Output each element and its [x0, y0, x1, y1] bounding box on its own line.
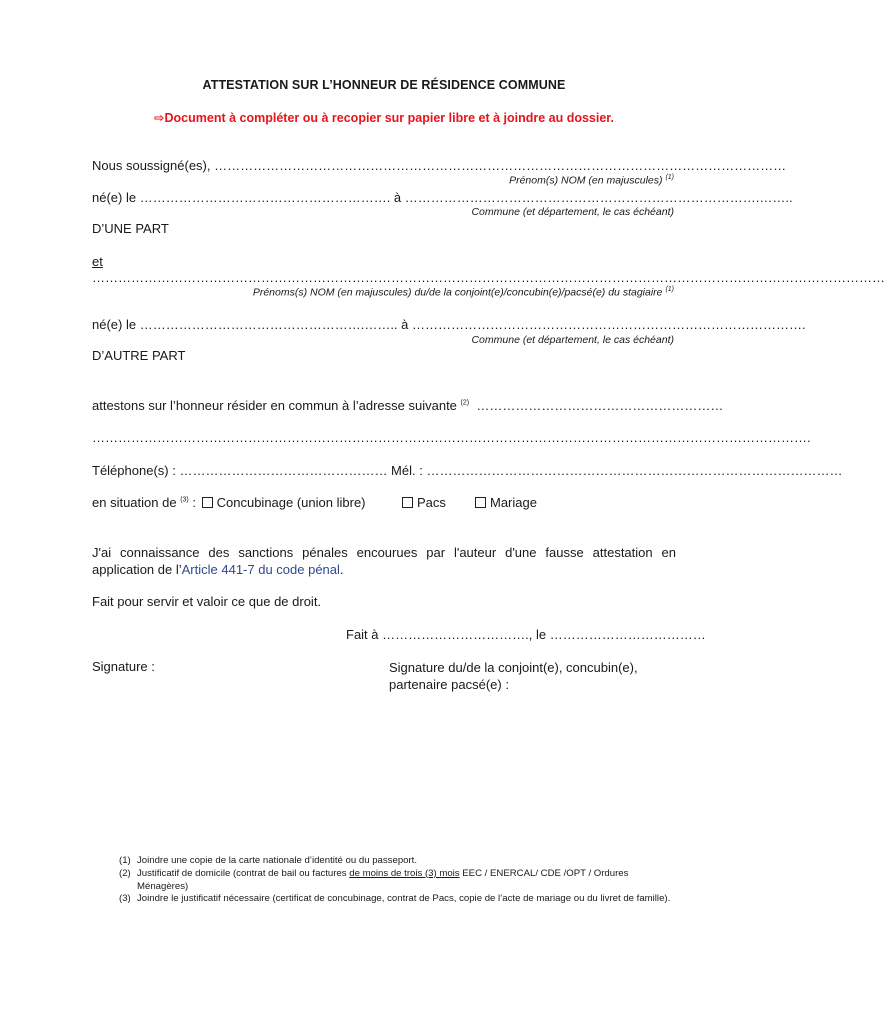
phone-field: ………………………………………… — [179, 463, 388, 478]
pacs-label: Pacs — [417, 495, 446, 510]
footnote-ref-1: (1) — [665, 174, 674, 181]
instruction-text: Document à compléter ou à recopier sur papier libre et à joindre au dossier. — [164, 111, 614, 125]
situation-line: en situation de $^{(3)}$ : Concubinage (union libre) — [92, 495, 366, 510]
place-date-line: Fait à ……………………………., le ……………………………… — [346, 627, 706, 642]
declaration-paragraph: J'ai connaissance des sanctions pénales encourues par l'auteur d'une fausse attestation en application de l’Article 441-7 du code pénal. — [92, 545, 676, 577]
commune-hint-1: Commune (et département, le cas échéant) — [471, 206, 674, 218]
mail-field: …………………………………………………………………………………… — [426, 463, 843, 478]
second-party-label: D’AUTRE PART — [92, 348, 186, 363]
contact-line — [92, 463, 842, 478]
concubinage-label: Concubinage (union libre) — [216, 495, 366, 510]
footnote-ref-3: (3) — [180, 496, 189, 504]
arrow-right-icon: ⇨ — [154, 111, 165, 125]
partner-name-line: ………………………………………………………………………………………………………………………………………………………………… — [92, 270, 885, 285]
penal-code-reference: Article 441-7 du code pénal — [181, 562, 340, 577]
mariage-option — [473, 495, 537, 510]
signature-label: Signature : — [92, 659, 155, 674]
address-line-2: …………………………………………………………………………………………………………………………………………………. — [92, 430, 811, 445]
document-instruction — [0, 110, 768, 125]
birth-line-2: né(e) le …………………………………………….…….. à ………………………………………………………………………………. — [92, 317, 806, 332]
first-party-label: D’UNE PART — [92, 221, 169, 236]
pacs-option — [400, 495, 446, 510]
footnote-2: (2) Justificatif de domicile (contrat de bail ou factures de moins de trois (3) mois EEC / ENERCAL/ CDE /OPT / Ordures Ménagères) — [119, 867, 629, 892]
undersigned-line: Nous soussigné(es), …………………………………………………………………………………………………………………… — [92, 158, 787, 173]
name-hint-1: Prénom(s) NOM (en majuscules) $^{(1)}$ — [509, 174, 674, 187]
concubinage-checkbox[interactable] — [202, 497, 213, 508]
commune-hint-2: Commune (et département, le cas échéant) — [471, 334, 674, 346]
document-title: ATTESTATION SUR L’HONNEUR DE RÉSIDENCE COMMUNE — [202, 78, 566, 92]
name-hint-2: Prénoms(s) NOM (en majuscules) du/de la conjoint(e)/concubin(e)/pacsé(e) du stagiaire $^{(1)}$ — [252, 286, 674, 299]
footnote-ref-2: (2) — [460, 399, 470, 407]
footnote-ref-1b: (1) — [665, 286, 674, 293]
birth-line-1: né(e) le …………………………………………………. à ……………………………………………………………………….…….. — [92, 190, 793, 205]
mail-label: Mél. : — [387, 463, 427, 478]
and-label: et — [92, 254, 103, 269]
phone-label: Téléphone(s) : — [92, 463, 180, 478]
footnote-3: (3) Joindre le justificatif nécessaire (certificat de concubinage, contrat de Pacs, copie de l’acte de mariage ou du livret de famille). — [119, 893, 671, 905]
footnote-1: (1) Joindre une copie de la carte nationale d’identité ou du passeport. — [119, 855, 418, 866]
mariage-checkbox[interactable] — [475, 497, 486, 508]
footnotes — [119, 855, 679, 906]
address-line: attestons sur l’honneur résider en commun à l’adresse suivante $^{(2)}$ ………………………………………………… — [92, 398, 724, 413]
closing-statement: Fait pour servir et valoir ce que de droit. — [92, 594, 322, 609]
pacs-checkbox[interactable] — [402, 497, 413, 508]
partner-signature-label: Signature du/de la conjoint(e), concubin(e), partenaire pacsé(e) : — [389, 660, 638, 692]
mariage-label: Mariage — [490, 495, 537, 510]
